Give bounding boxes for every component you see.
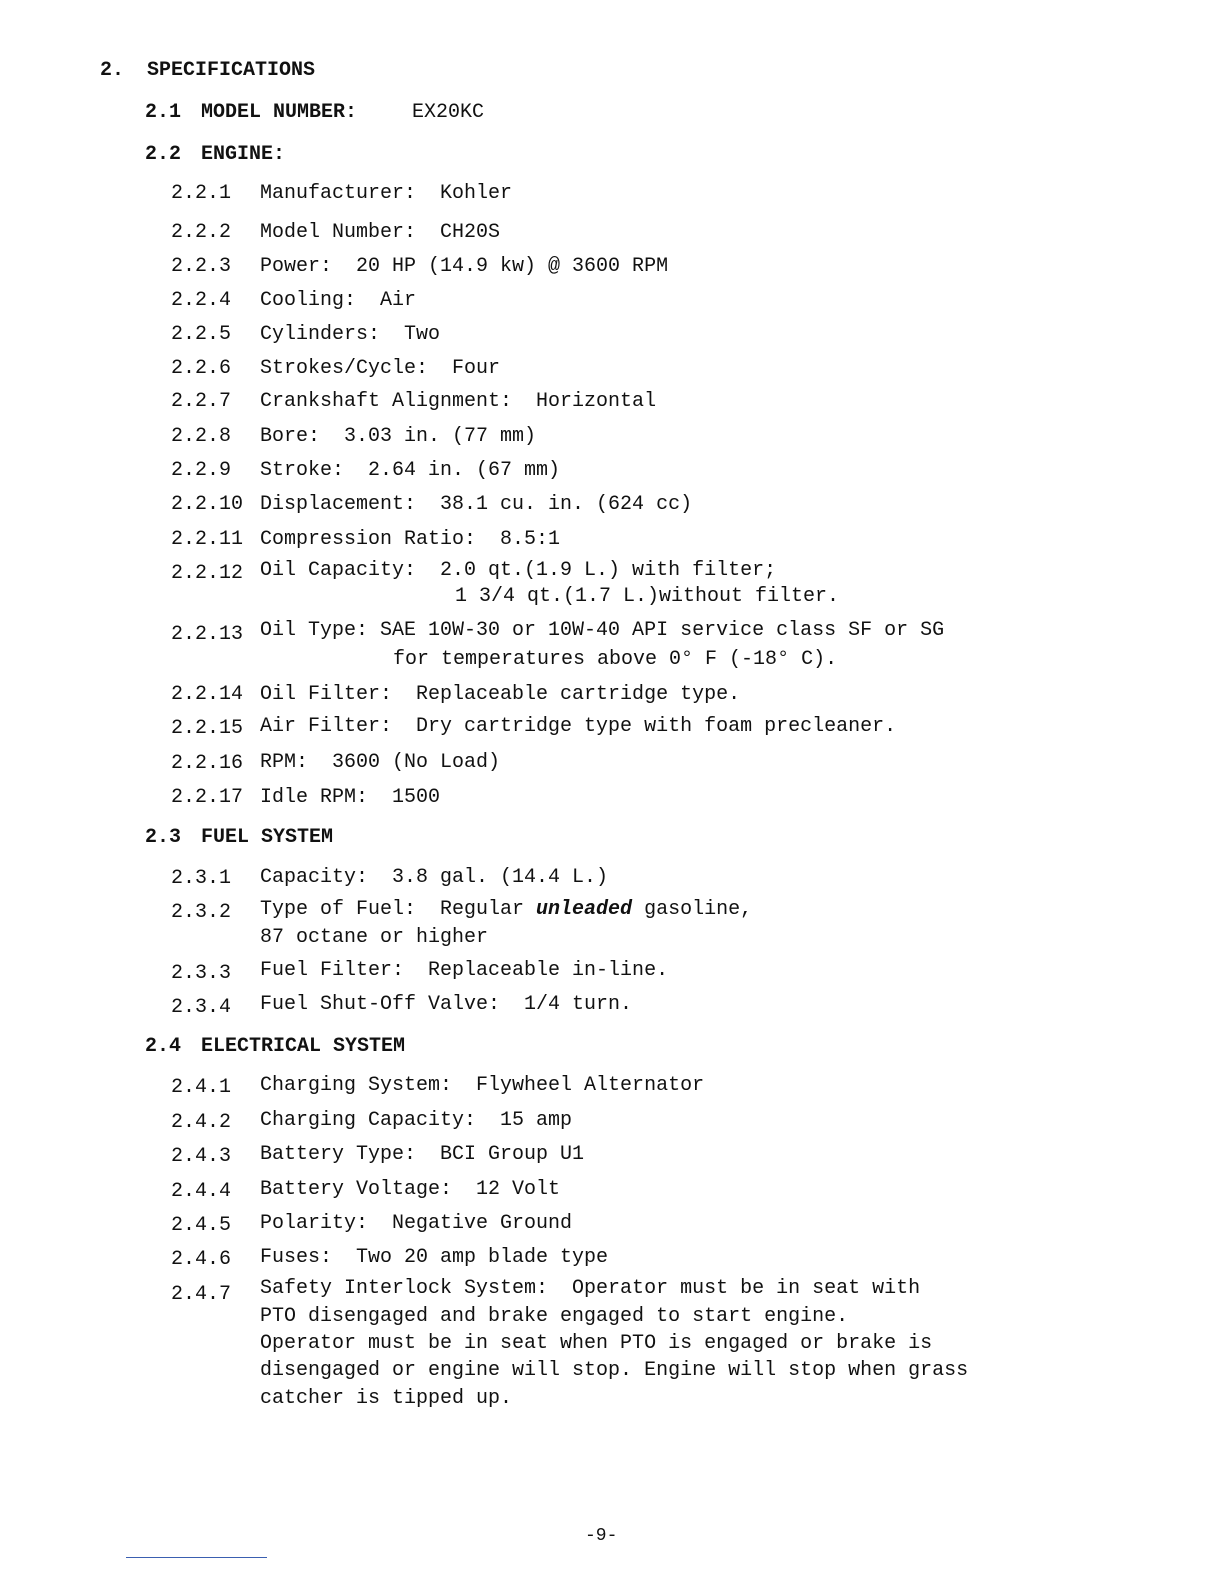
electrical-item-number: 2.4.4 (171, 1180, 232, 1203)
fuel-item-number: 2.3.2 (171, 901, 232, 924)
engine-item-continuation: for temperatures above 0° F (-18° C). (393, 648, 838, 671)
engine-item-text: Oil Capacity: 2.0 qt.(1.9 L.) with filter; (260, 559, 777, 582)
electrical-section-number: 2.4 (145, 1035, 182, 1058)
fuel-section-title: FUEL SYSTEM (201, 826, 334, 849)
electrical-item-continuation: disengaged or engine will stop. Engine will stop when grass (260, 1359, 969, 1382)
electrical-item-number: 2.4.7 (171, 1283, 232, 1306)
section-title: SPECIFICATIONS (147, 59, 316, 82)
engine-item-text: Model Number: CH20S (260, 221, 501, 244)
electrical-item-text: Safety Interlock System: Operator must be in seat with (260, 1277, 921, 1300)
engine-item-continuation: 1 3/4 qt.(1.7 L.)without filter. (455, 585, 840, 608)
electrical-item-number: 2.4.2 (171, 1111, 232, 1134)
engine-item-number: 2.2.2 (171, 221, 232, 244)
electrical-item-text: Charging System: Flywheel Alternator (260, 1074, 705, 1097)
engine-item-number: 2.2.11 (171, 528, 244, 551)
page-number: -9- (585, 1526, 618, 1546)
engine-item-number: 2.2.10 (171, 493, 244, 516)
engine-item-text: Crankshaft Alignment: Horizontal (260, 390, 657, 413)
engine-item-text: Air Filter: Dry cartridge type with foam precleaner. (260, 715, 897, 738)
electrical-item-number: 2.4.1 (171, 1076, 232, 1099)
engine-item-text: Power: 20 HP (14.9 kw) @ 3600 RPM (260, 255, 669, 278)
fuel-item-text (260, 897, 752, 923)
model-number-value: EX20KC (412, 101, 485, 124)
fuel-section-number: 2.3 (145, 826, 182, 849)
electrical-item-number: 2.4.6 (171, 1248, 232, 1271)
engine-item-text: Oil Type: SAE 10W-30 or 10W-40 API service class SF or SG (260, 619, 945, 642)
electrical-item-continuation: Operator must be in seat when PTO is engaged or brake is (260, 1332, 933, 1355)
electrical-item-number: 2.4.5 (171, 1214, 232, 1237)
engine-item-number: 2.2.13 (171, 623, 244, 646)
electrical-item-text: Battery Voltage: 12 Volt (260, 1178, 561, 1201)
engine-item-text: Bore: 3.03 in. (77 mm) (260, 425, 537, 448)
engine-item-text: Idle RPM: 1500 (260, 786, 441, 809)
model-number-label: MODEL NUMBER: (201, 101, 358, 124)
engine-item-text: RPM: 3600 (No Load) (260, 751, 501, 774)
electrical-item-number: 2.4.3 (171, 1145, 232, 1168)
electrical-item-text: Fuses: Two 20 amp blade type (260, 1246, 609, 1269)
engine-item-text: Manufacturer: Kohler (260, 182, 513, 205)
engine-item-number: 2.2.5 (171, 323, 232, 346)
fuel-type-emphasis: unleaded (536, 898, 633, 921)
fuel-item-number: 2.3.3 (171, 962, 232, 985)
electrical-item-continuation: PTO disengaged and brake engaged to start engine. (260, 1305, 849, 1328)
fuel-item-text: Fuel Shut-Off Valve: 1/4 turn. (260, 993, 633, 1016)
engine-item-number: 2.2.15 (171, 717, 244, 740)
section-number: 2. (100, 59, 125, 82)
engine-item-number: 2.2.6 (171, 357, 232, 380)
electrical-section-title: ELECTRICAL SYSTEM (201, 1035, 406, 1058)
engine-item-text: Stroke: 2.64 in. (67 mm) (260, 459, 561, 482)
fuel-type-prefix: Type of Fuel: Regular (260, 898, 537, 921)
engine-item-number: 2.2.3 (171, 255, 232, 278)
fuel-item-number: 2.3.1 (171, 867, 232, 890)
engine-item-number: 2.2.14 (171, 683, 244, 706)
engine-item-number: 2.2.12 (171, 562, 244, 585)
fuel-item-text: Capacity: 3.8 gal. (14.4 L.) (260, 866, 609, 889)
fuel-item-continuation: 87 octane or higher (260, 926, 489, 949)
engine-item-text: Displacement: 38.1 cu. in. (624 cc) (260, 493, 693, 516)
electrical-item-text: Charging Capacity: 15 amp (260, 1109, 573, 1132)
engine-item-text: Strokes/Cycle: Four (260, 357, 501, 380)
engine-item-number: 2.2.16 (171, 752, 244, 775)
model-section-number: 2.1 (145, 101, 182, 124)
engine-item-text: Oil Filter: Replaceable cartridge type. (260, 683, 741, 706)
fuel-item-number: 2.3.4 (171, 996, 232, 1019)
engine-item-number: 2.2.8 (171, 425, 232, 448)
engine-item-number: 2.2.4 (171, 289, 232, 312)
electrical-item-text: Polarity: Negative Ground (260, 1212, 573, 1235)
engine-section-title: ENGINE: (201, 143, 286, 166)
engine-item-number: 2.2.9 (171, 459, 232, 482)
fuel-type-suffix: gasoline, (632, 898, 753, 921)
engine-section-number: 2.2 (145, 143, 182, 166)
electrical-item-text: Battery Type: BCI Group U1 (260, 1143, 585, 1166)
fuel-item-text: Fuel Filter: Replaceable in-line. (260, 959, 669, 982)
engine-item-text: Cylinders: Two (260, 323, 441, 346)
engine-item-number: 2.2.1 (171, 182, 232, 205)
engine-item-number: 2.2.7 (171, 390, 232, 413)
electrical-item-continuation: catcher is tipped up. (260, 1387, 513, 1410)
engine-item-number: 2.2.17 (171, 786, 244, 809)
engine-item-text: Compression Ratio: 8.5:1 (260, 528, 561, 551)
footer-rule (126, 1557, 267, 1558)
engine-item-text: Cooling: Air (260, 289, 417, 312)
